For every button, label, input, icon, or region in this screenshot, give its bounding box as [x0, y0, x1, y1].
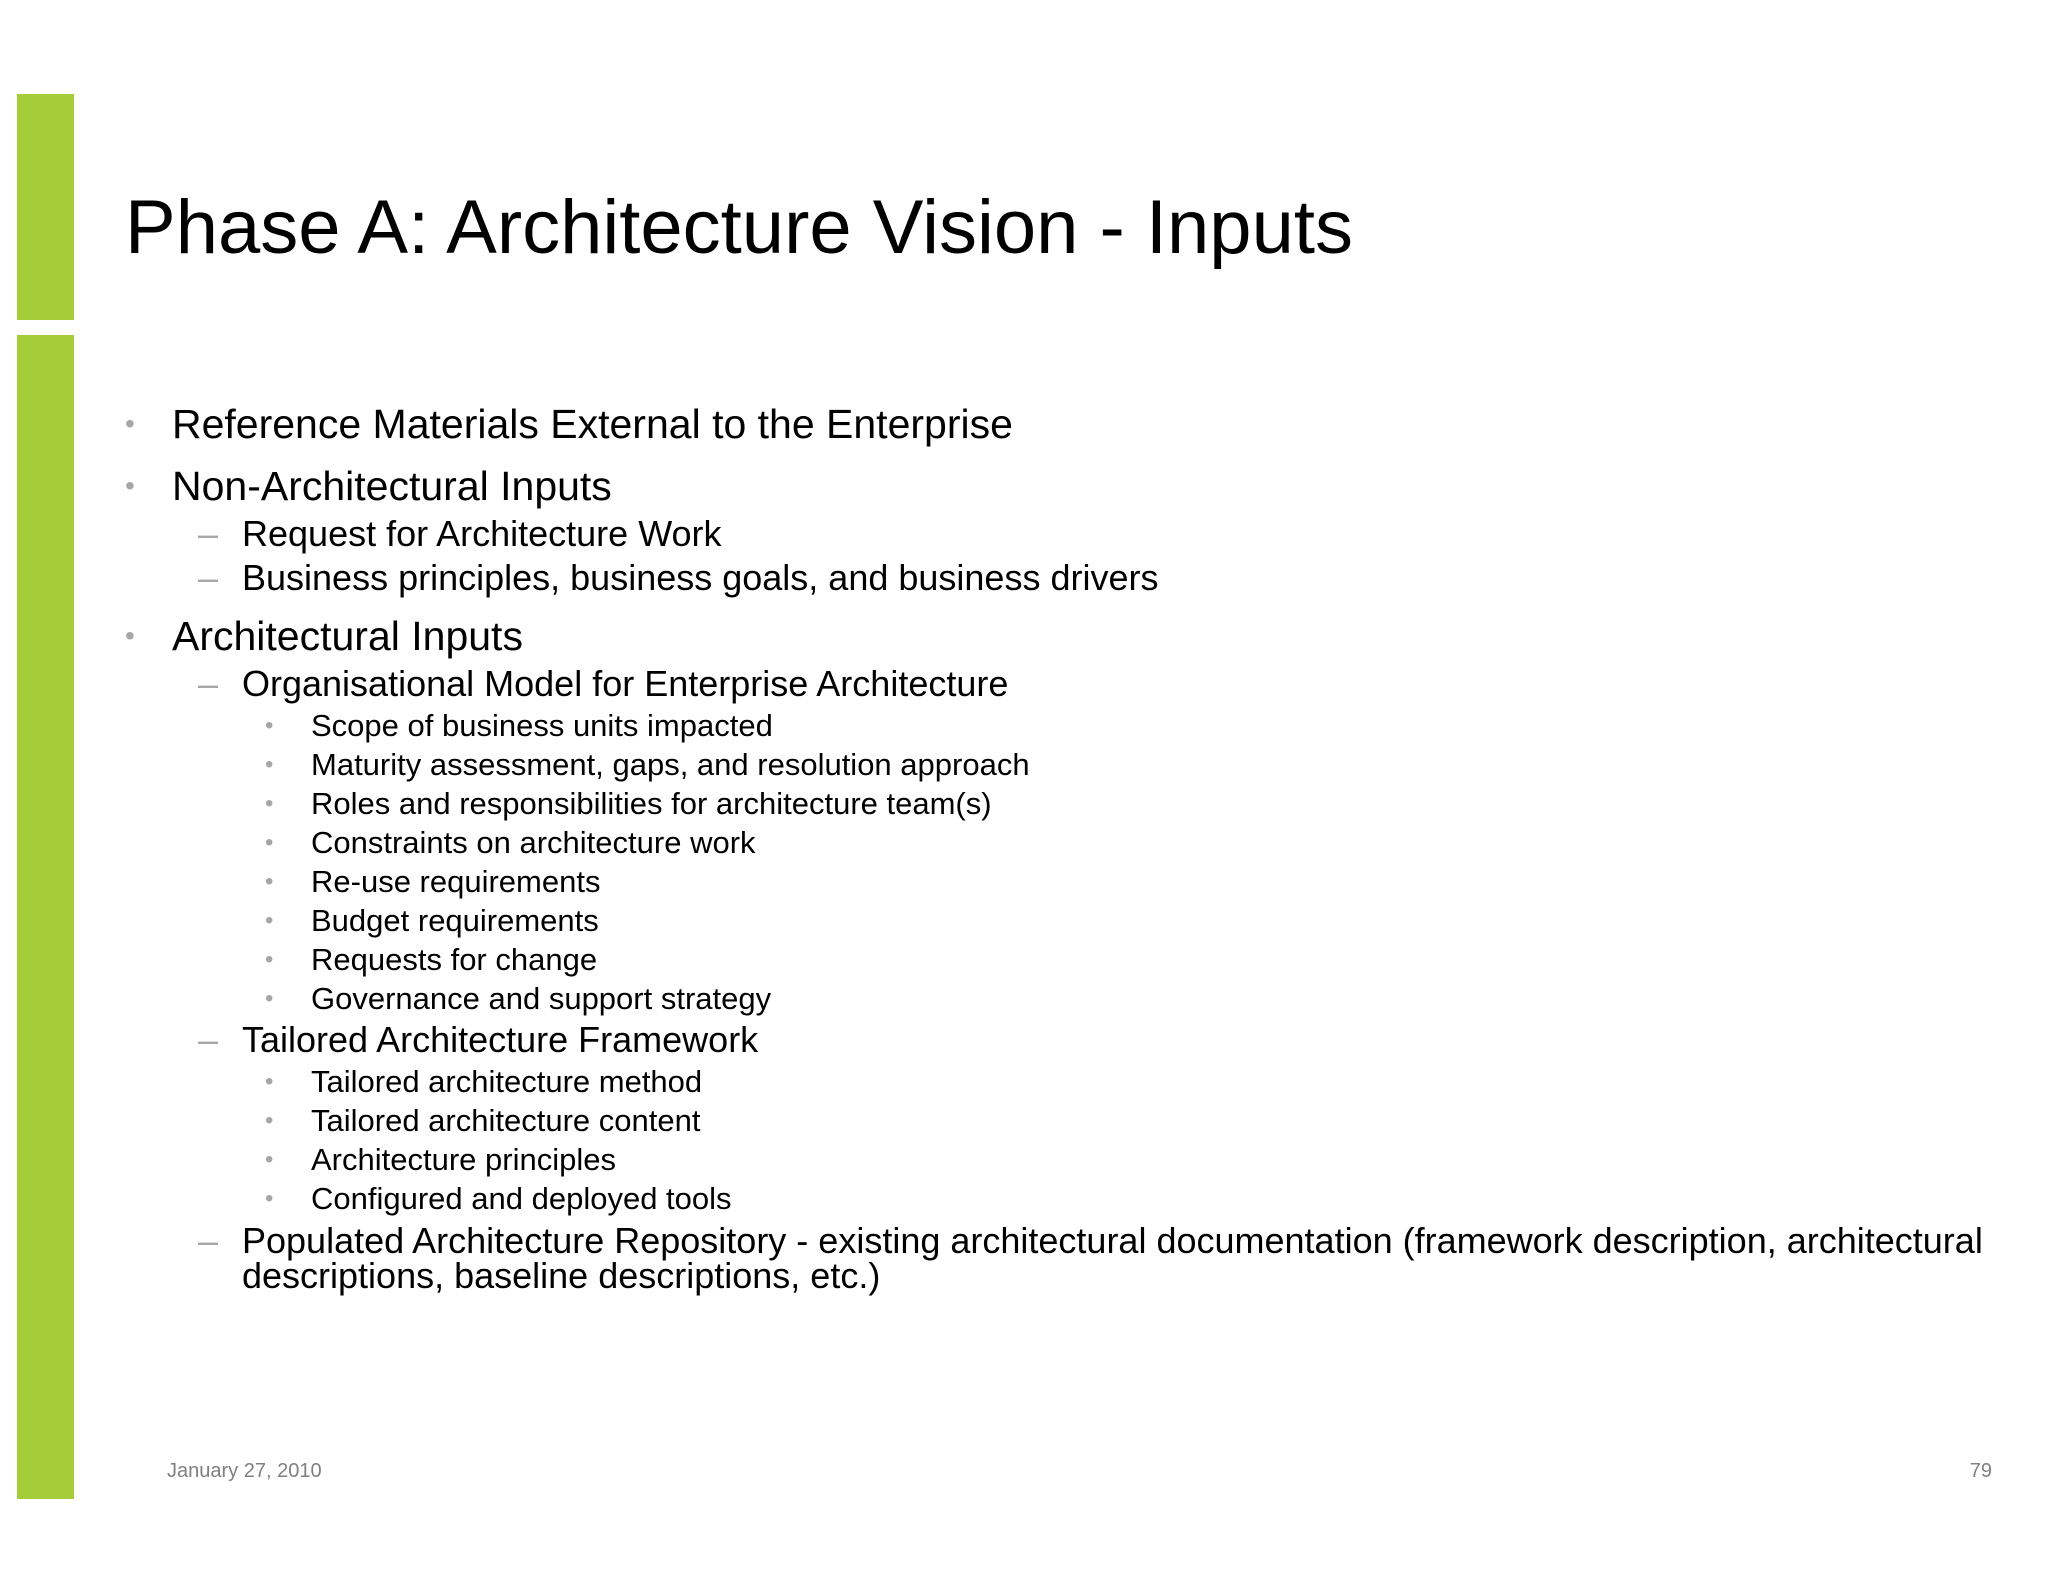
- list-item: [125, 706, 2005, 745]
- bullet-icon: •: [265, 907, 274, 934]
- dash-icon: –: [198, 513, 219, 554]
- list-item: [125, 556, 2005, 600]
- bullet-icon: •: [125, 408, 135, 439]
- bullet-icon: •: [265, 829, 274, 856]
- list-item-text: Populated Architecture Repository - existing architectural documentation (framework description, architectural descriptions, baseline descriptions, etc.): [242, 1220, 1983, 1296]
- list-item: [125, 784, 2005, 823]
- dash-icon: –: [198, 1220, 219, 1261]
- list-item: [125, 662, 2005, 706]
- list-item-text: Non-Architectural Inputs: [172, 463, 612, 509]
- list-item-text: Budget requirements: [311, 903, 599, 938]
- list-item-text: Reference Materials External to the Enterprise: [172, 401, 1013, 447]
- list-item-text: Roles and responsibilities for architecture team(s): [311, 786, 992, 821]
- list-item: [125, 1140, 2005, 1179]
- dash-icon: –: [198, 1019, 219, 1060]
- list-item: [125, 398, 2005, 450]
- page-number: 79: [1969, 1460, 1992, 1482]
- list-item-text: Scope of business units impacted: [311, 708, 773, 743]
- list-item: [125, 610, 2005, 662]
- list-item: [125, 1179, 2005, 1218]
- bullet-icon: •: [125, 470, 135, 501]
- list-item: [125, 823, 2005, 862]
- dash-icon: –: [198, 663, 219, 704]
- list-item: [125, 979, 2005, 1018]
- footer-date: January 27, 2010: [167, 1460, 322, 1482]
- list-item-text: Configured and deployed tools: [311, 1181, 732, 1216]
- list-item: [125, 1062, 2005, 1101]
- list-item: [125, 460, 2005, 512]
- list-item: [125, 1218, 2005, 1298]
- list-item: [125, 862, 2005, 901]
- list-item-text: Maturity assessment, gaps, and resolution approach: [311, 747, 1030, 782]
- bullet-icon: •: [265, 790, 274, 817]
- list-item: [125, 1101, 2005, 1140]
- bullet-icon: •: [265, 1185, 274, 1212]
- list-item: [125, 1018, 2005, 1062]
- list-item-text: Request for Architecture Work: [242, 513, 722, 554]
- list-item-text: Requests for change: [311, 942, 598, 977]
- slide-title: Phase A: Architecture Vision - Inputs: [125, 185, 1353, 270]
- list-item: [125, 901, 2005, 940]
- bullet-icon: •: [265, 712, 274, 739]
- list-item: [125, 512, 2005, 556]
- bullet-icon: •: [265, 1068, 274, 1095]
- list-item-text: Architectural Inputs: [172, 613, 523, 659]
- list-item: [125, 940, 2005, 979]
- accent-bar-bottom: [17, 335, 74, 1499]
- bullet-icon: •: [265, 1146, 274, 1173]
- list-item-text: Tailored architecture content: [311, 1103, 701, 1138]
- bullet-icon: •: [265, 985, 274, 1012]
- list-item-text: Re-use requirements: [311, 864, 601, 899]
- bullet-icon: •: [265, 1107, 274, 1134]
- bullet-list: [125, 388, 2005, 1298]
- list-item-text: Governance and support strategy: [311, 981, 772, 1016]
- bullet-icon: •: [125, 620, 135, 651]
- list-item-text: Constraints on architecture work: [311, 825, 756, 860]
- list-item-text: Business principles, business goals, and business drivers: [242, 557, 1159, 598]
- accent-bar-top: [17, 94, 74, 320]
- dash-icon: –: [198, 557, 219, 598]
- list-item-text: Architecture principles: [311, 1142, 616, 1177]
- bullet-icon: •: [265, 868, 274, 895]
- list-item-text: Tailored architecture method: [311, 1064, 703, 1099]
- bullet-icon: •: [265, 946, 274, 973]
- bullet-icon: •: [265, 751, 274, 778]
- list-item-text: Organisational Model for Enterprise Architecture: [242, 663, 1009, 704]
- list-item-text: Tailored Architecture Framework: [242, 1019, 759, 1060]
- list-item: [125, 745, 2005, 784]
